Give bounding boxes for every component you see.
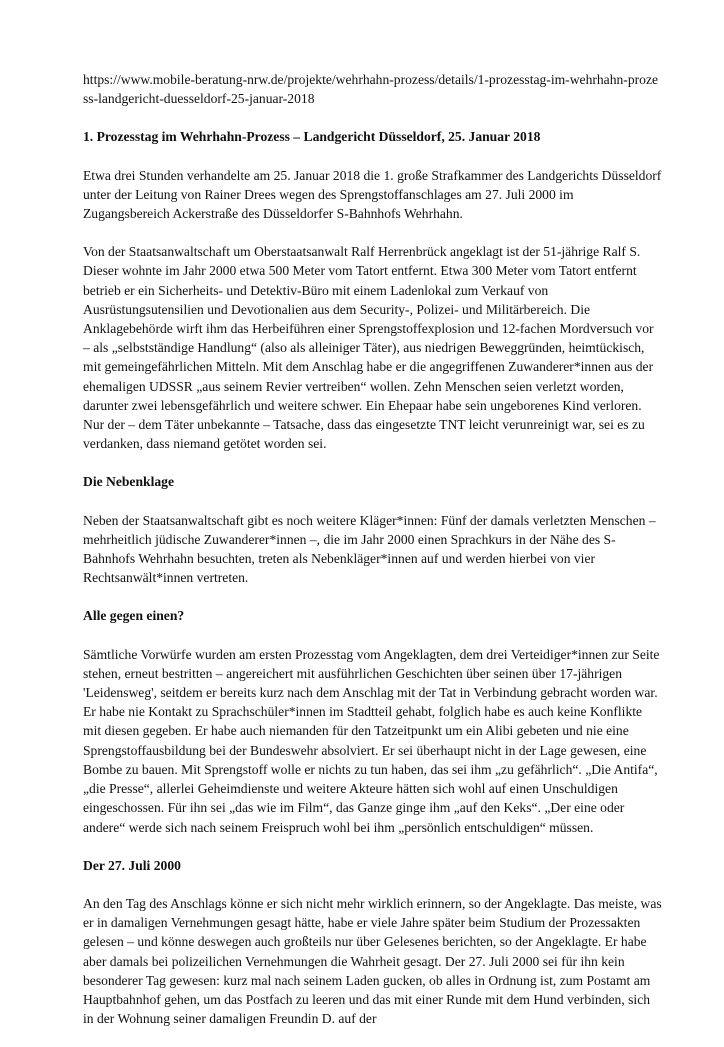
document-content xyxy=(83,70,663,1047)
section-heading-alle-gegen-einen: Alle gegen einen? xyxy=(83,608,185,624)
document-title: 1. Prozesstag im Wehrhahn-Prozess – Landgericht Düsseldorf, 25. Januar 2018 xyxy=(83,129,541,145)
27-juli-paragraph: An den Tag des Anschlags könne er sich nicht mehr wirklich erinnern, so der Angeklagte. Das meiste, was er in damaligen Vernehmungen gesagt hätte, habe er viele Jahre später beim Studium der Prozessakten gelesen – und könne deswegen auch großteils nur über Gelesenes berichten, so der Angeklagte. Er habe aber damals bei polizeilichen Vernehmungen die Wahrheit gesagt. Der 27. Juli 2000 sei für ihn kein besonderer Tag gewesen: kurz mal nach seinem Laden gucken, ob alles in Ordnung ist, zum Postamt am Hauptbahnhof gehen, um das Postfach zu leeren und das mit einer Runde mit dem Hund verbinden, sich in der Wohnung seiner damaligen Freundin D. auf der xyxy=(83,895,662,1027)
source-url: https://www.mobile-beratung-nrw.de/projekte/wehrhahn-prozess/details/1-prozesstag-im-wehrhahn-prozess-landgericht-duesseldorf-25-januar-2018 xyxy=(83,72,659,107)
intro-paragraph: Etwa drei Stunden verhandelte am 25. Januar 2018 die 1. große Strafkammer des Landgerichts Düsseldorf unter der Leitung von Rainer Drees wegen des Sprengstoffanschlages am 27. Juli 2000 im Zugangsbereich Ackerstraße des Düsseldorfer S-Bahnhofs Wehrhahn. xyxy=(83,167,662,222)
section-heading-nebenklage: Die Nebenklage xyxy=(83,474,174,490)
indictment-paragraph: Von der Staatsanwaltschaft um Oberstaatsanwalt Ralf Herrenbrück angeklagt ist der 51-jährige Ralf S. Dieser wohnte im Jahr 2000 etwa 500 Meter vom Tatort entfernt. Etwa 300 Meter vom Tatort entfernt betrieb er ein Sicherheits- und Detektiv-Büro mit einem Ladenlokal zum Verkauf von Ausrüstungsutensilien und Devotionalien aus dem Security-, Polizei- und Militärbereich. Die Anklagebehörde wirft ihm das Herbeiführen einer Sprengstoffexplosion und 12-fachen Mordversuch vor – als „selbstständige Handlung“ (also als alleiniger Täter), aus niedrigen Beweggründen, heimtückisch, mit gemeingefährlichen Mitteln. Mit dem Anschlag habe er die angegriffenen Zuwanderer*innen aus der ehemaligen UDSSR „aus seinem Revier vertreiben“ wollen. Zehn Menschen seien verletzt worden, darunter zwei lebensgefährlich und weitere schwer. Ein Ehepaar habe sein ungeborenes Kind verloren. Nur der – dem Täter unbekannte – Tatsache, dass das eingesetzte TNT leicht verunreinigt war, sei es zu verdanken, dass niemand getötet worden sei. xyxy=(83,244,654,452)
section-heading-27-juli: Der 27. Juli 2000 xyxy=(83,857,181,873)
alle-gegen-einen-paragraph: Sämtliche Vorwürfe wurden am ersten Prozesstag vom Angeklagten, dem drei Verteidiger*innen zur Seite stehen, erneut bestritten – angereichert mit ausführlichen Geschichten über seinen über 17-jährigen 'Leidensweg', seitdem er bereits kurz nach dem Anschlag mit der Tat in Verbindung gebracht worden war. Er habe nie Kontakt zu Sprachschüler*innen im Stadtteil gehabt, folglich habe es auch keine Konflikte mit diesen gegeben. Er habe auch niemanden für den Tatzeitpunkt um ein Alibi gebeten und nie eine Sprengstoffausbildung bei der Bundeswehr absolviert. Er sei überhaupt nicht in der Lage gewesen, eine Bombe zu bauen. Mit Sprengstoff wolle er nichts zu tun haben, das sei ihm „zu gefährlich“. „Die Antifa“, „die Presse“, allerlei Geheimdienste und weitere Akteure hätten sich wohl auf einen Unschuldigen eingeschossen. Für ihn sei „das wie im Film“, das Ganze ginge ihm „auf den Keks“. „Der eine oder andere“ werde sich nach seinem Freispruch wohl bei ihm „persönlich entschuldigen“ müssen. xyxy=(83,646,660,835)
nebenklage-paragraph: Neben der Staatsanwaltschaft gibt es noch weitere Kläger*innen: Fünf der damals verletzten Menschen – mehrheitlich jüdische Zuwanderer*innen –, die im Jahr 2000 einen Sprachkurs in der Nähe des S-Bahnhofs Wehrhahn besuchten, treten als Nebenkläger*innen auf und werden hierbei von vier Rechtsanwält*innen vertreten. xyxy=(83,512,656,586)
